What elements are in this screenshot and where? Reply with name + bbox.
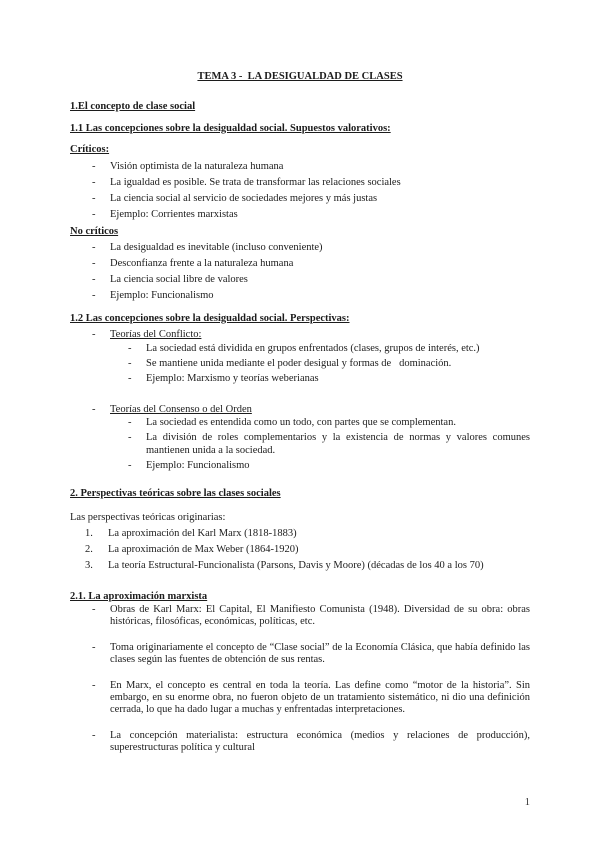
bullet-marker: - [92,258,96,270]
bullet-marker: - [92,192,96,204]
conflicto-group [70,329,530,385]
number-marker: 2. [85,544,93,556]
bullet-marker: - [128,417,132,429]
list-item-text: Desconfianza frente a la naturaleza humana [110,258,294,270]
bullet-marker: - [92,274,96,286]
list-item [70,290,530,302]
list-item [70,404,530,416]
list-item [70,642,530,667]
list-item [70,161,530,173]
no-criticos-list [70,242,530,302]
bullet-marker: - [92,242,96,254]
list-item [70,417,530,429]
page-number: 1 [524,797,530,808]
bullet-marker: - [128,373,132,385]
theory-heading-conflicto: Teorías del Conflicto: [110,329,202,341]
document-title: TEMA 3 - LA DESIGUALDAD DE CLASES [197,71,403,82]
list-item-text: En Marx, el concepto es central en toda la teoría. Las define como “motor de la historia”. Sin embargo, en su enorme obra, no fueron objeto de un tratamiento sistemático, ni dio una definición cerrada, lo que ha dado lugar a muchas y enfrentadas interpretaciones. [110,679,530,716]
list-item-text: Visión optimista de la naturaleza humana [110,160,284,172]
subsection-heading-1-2: 1.2 Las concepciones sobre la desigualdad social. Perspectivas: [70,312,350,324]
list-item-text: La teoría Estructural-Funcionalista (Parsons, Davis y Moore) (décadas de los 40 a los 70) [108,560,484,572]
list-item-text: La sociedad es entendida como un todo, con partes que se complementan. [146,417,456,429]
list-item-text: La aproximación del Karl Marx (1818-1883) [108,528,297,540]
numbered-list [70,528,530,572]
list-item-text: Ejemplo: Marxismo y teorías weberianas [146,373,319,385]
list-item [70,329,530,341]
list-item [70,560,530,572]
list-item [70,258,530,270]
list-item-text: La sociedad está dividida en grupos enfrentados (clases, grupos de interés, etc.) [146,343,480,355]
bullet-marker: - [128,358,132,370]
list-item [70,209,530,221]
bullet-marker: - [128,432,132,444]
list-item-text: Ejemplo: Funcionalismo [146,459,250,471]
group-heading-criticos: Críticos: [70,144,110,156]
bullet-marker: - [92,329,96,341]
document-content [70,71,530,768]
marxista-list [70,604,530,755]
section-heading-2: 2. Perspectivas teóricas sobre las clases sociales [70,488,281,500]
list-item-text: Ejemplo: Funcionalismo [110,290,214,302]
list-item [70,460,530,472]
list-item-text: Ejemplo: Corrientes marxistas [110,208,238,220]
list-item [70,680,530,717]
list-item [70,544,530,556]
list-item-text: Se mantiene unida mediante el poder desigual y formas de dominación. [146,358,452,370]
list-item [70,193,530,205]
bullet-marker: - [92,403,96,415]
criticos-list [70,161,530,221]
bullet-marker: - [128,343,132,355]
bullet-marker: - [92,679,96,691]
bullet-marker: - [92,208,96,220]
bullet-marker: - [92,729,96,741]
list-item-text: La ciencia social libre de valores [110,274,248,286]
list-item-text: La concepción materialista: estructura económica (medios y relaciones de producción), superestructuras política y cultural [110,729,530,754]
list-item [70,373,530,385]
bullet-marker: - [128,459,132,471]
list-item-text: La desigualdad es inevitable (incluso conveniente) [110,242,323,254]
list-item [70,432,530,457]
number-marker: 1. [85,528,93,540]
list-item [70,177,530,189]
theory-heading-consenso: Teorías del Consenso o del Orden [110,403,252,415]
number-marker: 3. [85,560,93,572]
subsection-heading-1-1: 1.1 Las concepciones sobre la desigualdad social. Supuestos valorativos: [70,122,391,134]
bullet-marker: - [92,176,96,188]
bullet-marker: - [92,290,96,302]
group-heading-no-criticos: No críticos [70,226,119,238]
list-item [70,343,530,355]
list-item-text: La ciencia social al servicio de sociedades mejores y más justas [110,192,378,204]
list-item [70,274,530,286]
list-item [70,242,530,254]
list-item-text: Toma originariamente el concepto de “Clase social” de la Economía Clásica, que había definido las clases según las fuentes de obtención de sus rentas. [110,641,530,666]
section-heading-1: 1.El concepto de clase social [70,101,196,113]
subsection-heading-2-1: 2.1. La aproximación marxista [70,590,208,602]
list-item [70,528,530,540]
bullet-marker: - [92,641,96,653]
intro-text: Las perspectivas teóricas originarias: [70,511,226,523]
list-item [70,730,530,755]
list-item-text: La aproximación de Max Weber (1864-1920) [108,544,299,556]
list-item [70,604,530,629]
consenso-group [70,404,530,473]
bullet-marker: - [92,603,96,615]
bullet-marker: - [92,160,96,172]
list-item-text: Obras de Karl Marx: El Capital, El Manifiesto Comunista (1948). Diversidad de su obra: obras históricas, filosóficas, económicas, políticas, etc. [110,603,530,628]
list-item-text: La división de roles complementarios y la existencia de normas y valores comunes mantienen unida a la sociedad. [146,432,530,456]
list-item [70,358,530,370]
list-item-text: La igualdad es posible. Se trata de transformar las relaciones sociales [110,176,401,188]
